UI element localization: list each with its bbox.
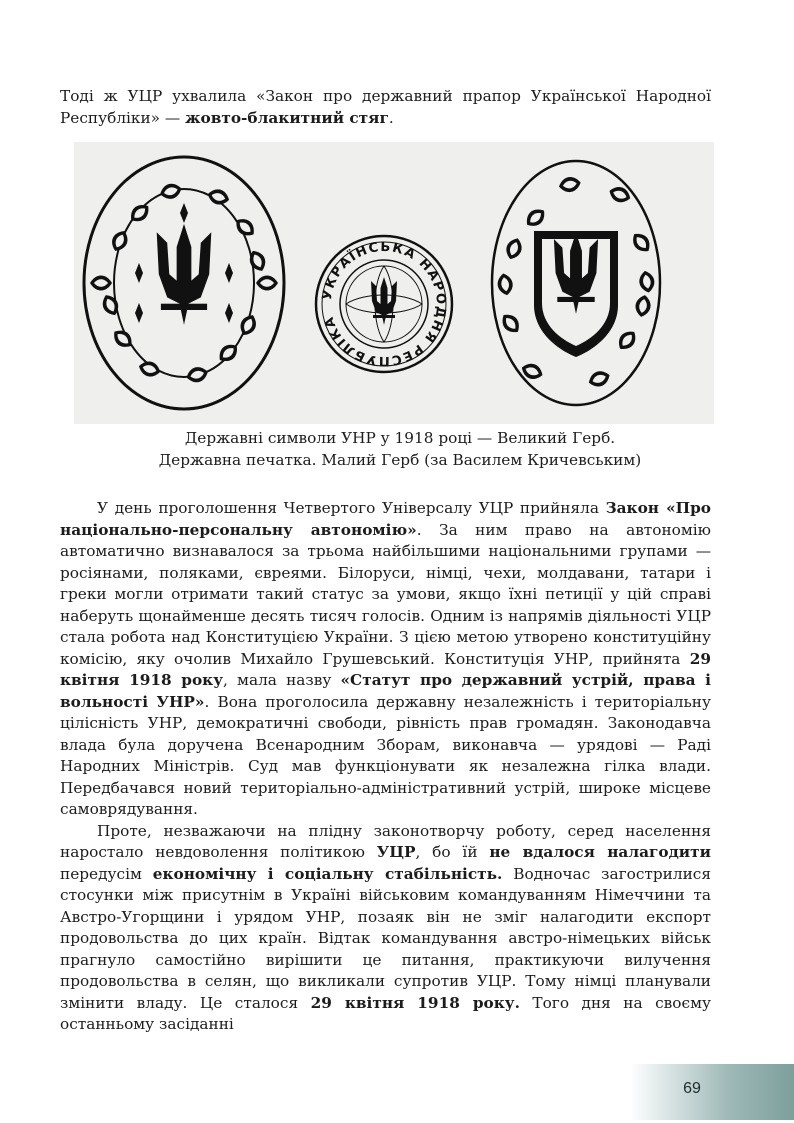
intro-bold-flag: жовто-блакитний стяг xyxy=(185,108,389,127)
intro-paragraph xyxy=(60,86,711,129)
p2-text: передусім xyxy=(60,864,153,883)
state-seal-icon xyxy=(316,236,452,372)
small-coat-of-arms-icon xyxy=(492,161,660,405)
big-coat-of-arms-icon xyxy=(84,157,284,409)
p1-text: . За ним право на автономію автоматично визнавалося за трьома найбільшими національними групами — росіянами, поляками, євреями. Білоруси, німці, чехи, молдавани, татари і греки могли отримати такий статус за умови, якщо їхні петиції у цій справі наберуть щонайменше десять тисяч голосів. Одним із напрямів діяльності УЦР стала робота над Конституцією України. З цією метою утворено конституційну комісію, яку очолив Михайло Грушевський. Конституція УНР, прийнята xyxy=(60,520,711,668)
intro-text xyxy=(60,86,711,129)
p1-text: У день проголошення Четвертого Універсалу УЦР прийняла xyxy=(97,499,606,517)
intro-text-part: Тоді ж УЦР ухвалила «Закон про державний прапор Української Народної Республіки» — xyxy=(60,87,711,127)
p1-bold-law: Закон «Про національно-персональну автономію» xyxy=(60,499,711,539)
page-number: 69 xyxy=(683,1080,701,1097)
paragraph-1 xyxy=(60,498,711,821)
p2-bold-failed: не вдалося налагодити xyxy=(489,843,711,861)
figure-caption xyxy=(60,427,740,471)
p2-text: Водночас загострилися стосунки між присутнім в Україні військовим командуванням Німеччини та Австро-Угорщини і урядом УНР, позаяк він не зміг налагодити експорт продовольства до цих країн. Відтак командування австро-німецьких військ прагнуло самостійно вирішити це питання, практикуючи вилучення продовольства в селян, що викликали супротив УЦР. Тому німці планували змінити владу. Це сталося xyxy=(60,864,712,1012)
caption-line-1: Державні символи УНР у 1918 році — Великий Герб. xyxy=(184,429,616,447)
p2-text: Того дня на своєму останньому засіданні xyxy=(60,993,711,1033)
seal-inscription: УКРАЇНСЬКА НАРОДНЯ РЕСПУБЛІКА xyxy=(319,239,449,369)
p1-bold-statute: «Статут про державний устрій, права і вольності УНР» xyxy=(60,671,711,711)
p2-bold-ucr: УЦР xyxy=(376,843,416,861)
p2-bold-date: 29 квітня 1918 року. xyxy=(310,993,520,1012)
p2-text: , бо їй xyxy=(415,843,490,861)
paragraph-2 xyxy=(60,821,711,1036)
p2-bold-stability: економічну і соціальну стабільність. xyxy=(152,864,503,883)
caption-line-2: Державна печатка. Малий Герб (за Василем Кричевським) xyxy=(158,451,642,469)
main-text xyxy=(60,498,711,1036)
state-symbols-figure xyxy=(74,142,714,424)
intro-text-end: . xyxy=(388,108,394,127)
p2-text: Проте, незважаючи на плідну законотворчу роботу, серед населення наростало невдоволення політикою xyxy=(60,821,711,861)
p1-text: , мала назву xyxy=(223,671,341,689)
p1-text: . Вона проголосила державну незалежність і територіальну цілісність УНР, демократичні свободи, рівність прав громадян. Законодавча влада була доручена Всенародним Зборам, виконавча — урядові — Раді Народних Міністрів. Суд мав функціонувати як незалежна гілка влади. Передбачався новий територіально-адміністративний устрій, широке місцеве самоврядування. xyxy=(60,692,711,818)
p1-bold-date: 29 квітня 1918 року xyxy=(60,649,711,689)
